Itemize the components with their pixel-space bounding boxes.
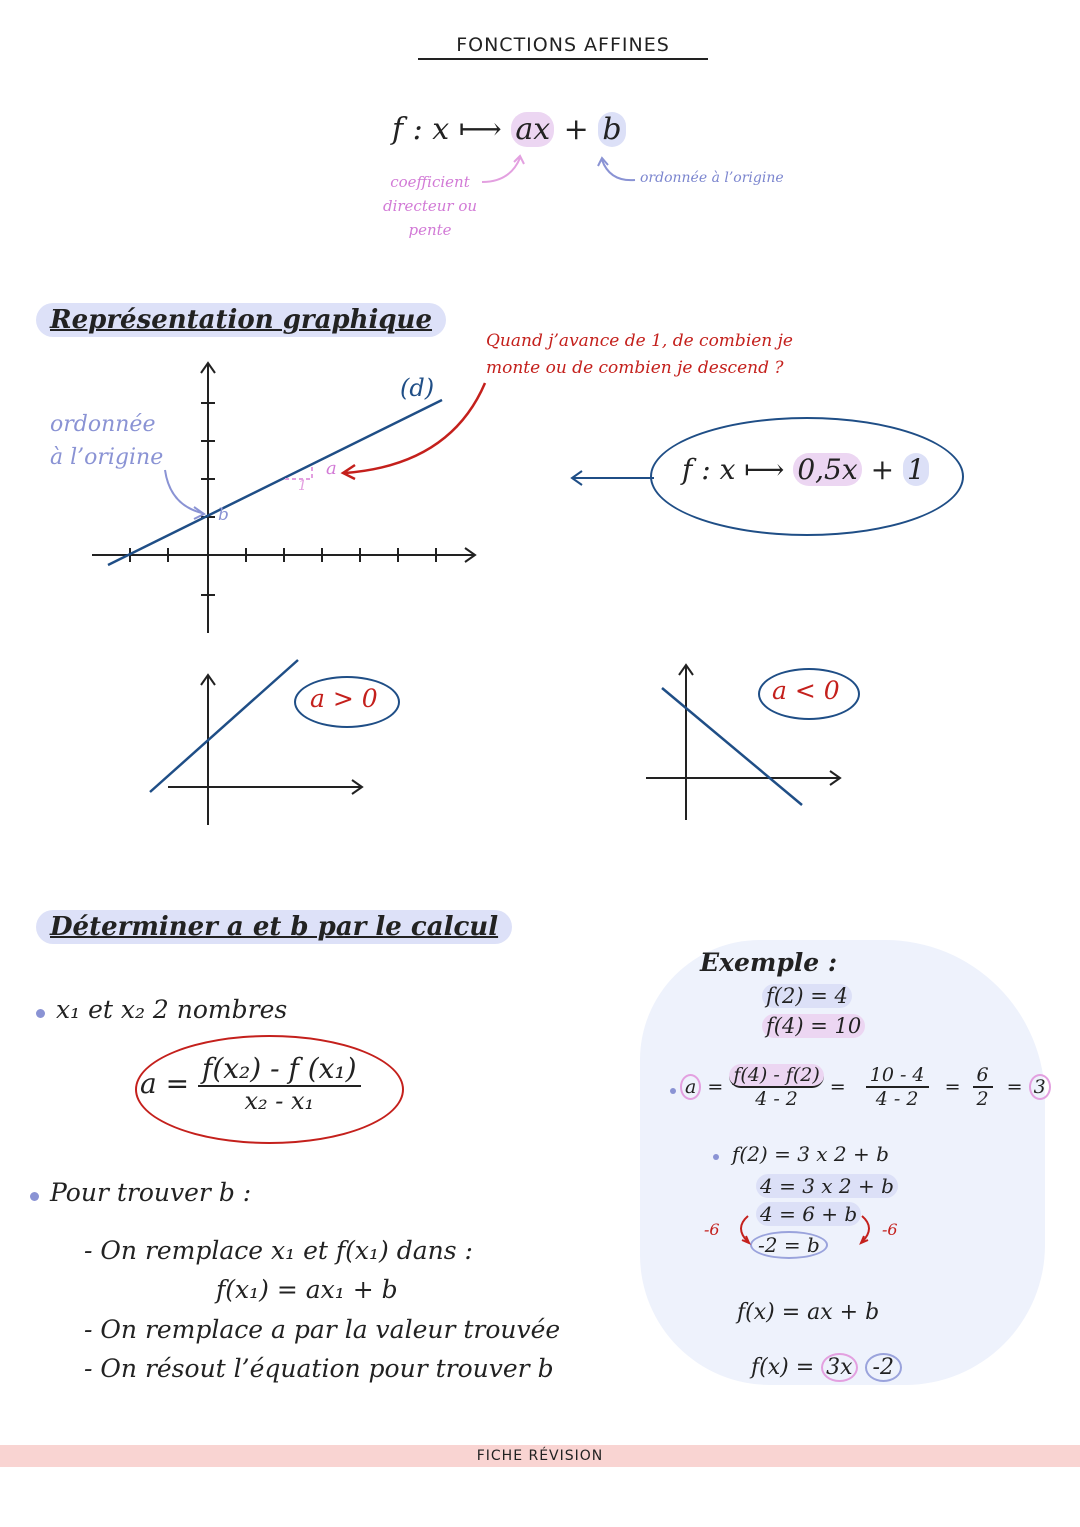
formula-denominator: x₂ - x₁: [244, 1087, 315, 1115]
example-b-line: 4 = 6 + b: [756, 1202, 861, 1226]
final-b: -2: [865, 1353, 902, 1382]
example-f: f : x: [682, 453, 736, 486]
example-a-symbol: a: [680, 1074, 701, 1100]
ordonnee-note-line: à l’origine: [50, 445, 164, 470]
final-prefix: f(x) =: [751, 1355, 822, 1380]
equals-sign: =: [829, 1076, 846, 1098]
ordonnee-note: [50, 408, 163, 474]
example-fraction-3: [973, 1064, 993, 1110]
section-heading-graph: [36, 303, 446, 337]
equals-sign: =: [1006, 1076, 1023, 1098]
b-note: ordonnée à l’origine: [640, 170, 784, 186]
example-final-2: [737, 1330, 902, 1380]
a-tick-label: a: [326, 458, 337, 479]
step-line: - On remplace x₁ et f(x₁) dans :: [84, 1236, 473, 1265]
maps-to-arrow: ⟼: [458, 112, 502, 147]
positive-label: a > 0: [310, 684, 378, 713]
final-a: 3x: [821, 1353, 857, 1382]
formula-numerator: f(x₂) - f (x₁): [198, 1052, 361, 1087]
bullet-point: [670, 1088, 676, 1094]
slope-question-line: monte ou de combien je descend ?: [486, 358, 784, 378]
example-b-result: -2 = b: [750, 1231, 828, 1259]
bullet-x1-x2: x₁ et x₂ 2 nombres: [56, 995, 288, 1024]
a-note-line: pente: [408, 221, 452, 239]
fraction-numerator: f(4) - f(2): [729, 1064, 823, 1088]
formula-a-label: a =: [140, 1067, 190, 1100]
example-given-1: f(2) = 4: [762, 984, 852, 1008]
example-a-value: 3: [1029, 1074, 1051, 1100]
equals-sign: =: [944, 1076, 961, 1098]
fraction-numerator: 10 - 4: [866, 1064, 929, 1088]
definition-arrows: [470, 150, 650, 195]
equals-sign: =: [707, 1076, 724, 1098]
ordonnee-note-line: ordonnée: [50, 412, 156, 437]
fraction-denominator: 4 - 2: [875, 1088, 919, 1110]
bullet-point: [36, 1009, 45, 1018]
section-heading-calcul: [36, 910, 512, 944]
fraction-numerator: 6: [973, 1064, 993, 1088]
negative-label: a < 0: [772, 676, 840, 705]
minus6-left: -6: [704, 1220, 720, 1239]
bullet-point: [30, 1192, 39, 1201]
subtract-arrows: [726, 1212, 886, 1252]
definition-formula: [392, 112, 626, 147]
example-b: 1: [903, 453, 929, 486]
minus6-right: -6: [882, 1220, 898, 1239]
bullet-point: [713, 1154, 719, 1160]
step-line: - On résout l’équation pour trouver b: [84, 1354, 554, 1383]
b-tick-label: b: [218, 505, 229, 525]
bullet-trouver-b: Pour trouver b :: [50, 1178, 252, 1207]
definition-b-term: b: [598, 112, 625, 147]
section-heading-text: Déterminer a et b par le calcul: [50, 912, 499, 942]
definition-a-term: ax: [511, 112, 554, 147]
example-fraction-2: [866, 1064, 929, 1110]
main-graph: [80, 355, 500, 640]
definition-plus: +: [563, 112, 589, 147]
definition-f-label: f : x: [392, 112, 450, 147]
fraction-denominator: 2: [976, 1088, 989, 1110]
example-final-1: f(x) = ax + b: [737, 1300, 880, 1325]
example-given-2: f(4) = 10: [762, 1014, 865, 1038]
formula-fraction: [198, 1052, 361, 1115]
example-b-line: f(2) = 3 x 2 + b: [732, 1142, 889, 1166]
example-a: 0,5x: [793, 453, 861, 486]
example-b-line: 4 = 3 x 2 + b: [756, 1174, 898, 1198]
slope-question: [486, 328, 793, 382]
a-note: [370, 170, 490, 242]
a-note-line: coefficient: [390, 173, 470, 191]
line-d-label: (d): [400, 374, 435, 402]
one-tick-label: 1: [298, 478, 307, 494]
example-a-calculation: [680, 1064, 1051, 1110]
page-title: FONCTIONS AFFINES: [418, 34, 708, 60]
formula-a: [140, 1052, 361, 1115]
left-arrow-icon: [568, 468, 658, 488]
slope-question-line: Quand j’avance de 1, de combien je: [486, 331, 793, 351]
example-heading: Exemple :: [700, 948, 838, 977]
example-plus: +: [870, 453, 895, 486]
footer-text: FICHE RÉVISION: [476, 1448, 604, 1464]
a-note-line: directeur ou: [382, 197, 478, 215]
ordonnee-pointer: [165, 470, 202, 513]
step-formula: f(x₁) = ax₁ + b: [216, 1275, 398, 1304]
footer-band: [0, 1445, 1080, 1467]
section-heading-text: Représentation graphique: [50, 305, 433, 335]
example-function: [682, 453, 929, 486]
fraction-denominator: 4 - 2: [755, 1088, 798, 1110]
step-line: - On remplace a par la valeur trouvée: [84, 1315, 561, 1344]
maps-to-arrow: ⟼: [744, 453, 785, 486]
example-fraction-1: [729, 1064, 823, 1110]
